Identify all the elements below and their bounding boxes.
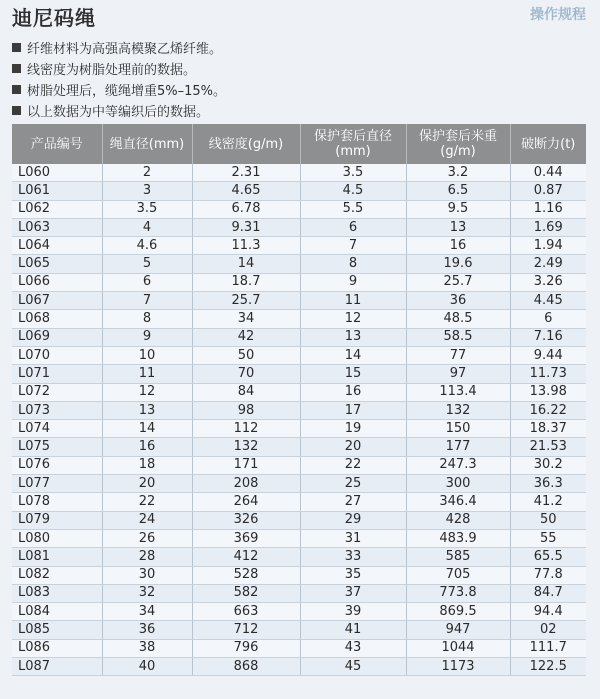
cell-jacket-weight: 428 [406, 511, 510, 529]
table-row [12, 603, 586, 621]
table-row [12, 383, 586, 401]
cell-jacket-weight: 3.2 [406, 164, 510, 182]
table-row [12, 621, 586, 639]
note-item [12, 100, 226, 121]
note-text: 以上数据为中等编织后的数据。 [27, 105, 210, 120]
cell-jacket-diameter: 29 [300, 511, 406, 529]
cell-jacket-diameter: 33 [300, 548, 406, 566]
cell-linear-density: 50 [192, 346, 300, 364]
cell-jacket-weight: 77 [406, 346, 510, 364]
cell-product-code: L086 [12, 639, 102, 657]
table-row [12, 237, 586, 255]
cell-jacket-weight: 25.7 [406, 273, 510, 291]
table-row [12, 438, 586, 456]
header-row [12, 124, 586, 164]
cell-linear-density: 25.7 [192, 292, 300, 310]
cell-product-code: L077 [12, 475, 102, 493]
cell-product-code: L066 [12, 273, 102, 291]
cell-product-code: L071 [12, 365, 102, 383]
corner-label: 操作规程 [530, 7, 586, 23]
cell-rope-diameter: 7 [102, 292, 192, 310]
cell-linear-density: 70 [192, 365, 300, 383]
page-title: 迪尼码绳 [12, 6, 96, 30]
cell-product-code: L072 [12, 383, 102, 401]
header-jacket-weight: 保护套后米重 (g/m) [406, 124, 510, 164]
table-row [12, 346, 586, 364]
table-row [12, 328, 586, 346]
cell-breaking-force: 18.37 [510, 420, 586, 438]
cell-product-code: L069 [12, 328, 102, 346]
cell-linear-density: 171 [192, 456, 300, 474]
cell-jacket-weight: 19.6 [406, 255, 510, 273]
table-row [12, 658, 586, 676]
cell-rope-diameter: 38 [102, 639, 192, 657]
cell-jacket-diameter: 41 [300, 621, 406, 639]
cell-product-code: L065 [12, 255, 102, 273]
cell-linear-density: 2.31 [192, 164, 300, 182]
cell-jacket-weight: 36 [406, 292, 510, 310]
cell-rope-diameter: 30 [102, 566, 192, 584]
cell-jacket-diameter: 14 [300, 346, 406, 364]
cell-jacket-diameter: 22 [300, 456, 406, 474]
cell-jacket-diameter: 31 [300, 529, 406, 547]
cell-linear-density: 34 [192, 310, 300, 328]
cell-jacket-diameter: 6 [300, 218, 406, 236]
cell-jacket-weight: 132 [406, 401, 510, 419]
cell-jacket-weight: 150 [406, 420, 510, 438]
cell-product-code: L076 [12, 456, 102, 474]
cell-rope-diameter: 36 [102, 621, 192, 639]
cell-rope-diameter: 6 [102, 273, 192, 291]
cell-rope-diameter: 24 [102, 511, 192, 529]
header-product-code: 产品编号 [12, 124, 102, 164]
cell-jacket-diameter: 43 [300, 639, 406, 657]
cell-jacket-weight: 113.4 [406, 383, 510, 401]
cell-linear-density: 326 [192, 511, 300, 529]
cell-rope-diameter: 3 [102, 182, 192, 200]
cell-jacket-weight: 97 [406, 365, 510, 383]
cell-breaking-force: 77.8 [510, 566, 586, 584]
header-linear-density: 线密度(g/m) [192, 124, 300, 164]
cell-linear-density: 112 [192, 420, 300, 438]
cell-breaking-force: 1.94 [510, 237, 586, 255]
cell-jacket-diameter: 3.5 [300, 164, 406, 182]
cell-breaking-force: 13.98 [510, 383, 586, 401]
cell-breaking-force: 122.5 [510, 658, 586, 676]
cell-linear-density: 208 [192, 475, 300, 493]
cell-jacket-weight: 947 [406, 621, 510, 639]
cell-breaking-force: 36.3 [510, 475, 586, 493]
cell-product-code: L070 [12, 346, 102, 364]
cell-breaking-force: 0.44 [510, 164, 586, 182]
cell-breaking-force: 94.4 [510, 603, 586, 621]
cell-jacket-weight: 300 [406, 475, 510, 493]
table-row [12, 456, 586, 474]
cell-breaking-force: 65.5 [510, 548, 586, 566]
cell-breaking-force: 111.7 [510, 639, 586, 657]
table-row [12, 566, 586, 584]
cell-linear-density: 868 [192, 658, 300, 676]
cell-breaking-force: 16.22 [510, 401, 586, 419]
cell-rope-diameter: 28 [102, 548, 192, 566]
table-row [12, 529, 586, 547]
cell-jacket-diameter: 27 [300, 493, 406, 511]
cell-breaking-force: 6 [510, 310, 586, 328]
table-row [12, 292, 586, 310]
cell-product-code: L063 [12, 218, 102, 236]
table-row [12, 420, 586, 438]
cell-jacket-weight: 247.3 [406, 456, 510, 474]
cell-linear-density: 132 [192, 438, 300, 456]
cell-rope-diameter: 12 [102, 383, 192, 401]
cell-product-code: L081 [12, 548, 102, 566]
table-row [12, 273, 586, 291]
cell-jacket-weight: 58.5 [406, 328, 510, 346]
cell-linear-density: 528 [192, 566, 300, 584]
cell-rope-diameter: 34 [102, 603, 192, 621]
cell-breaking-force: 3.26 [510, 273, 586, 291]
table-row [12, 164, 586, 182]
cell-product-code: L073 [12, 401, 102, 419]
square-bullet-icon [12, 85, 21, 94]
table-row [12, 475, 586, 493]
cell-breaking-force: 2.49 [510, 255, 586, 273]
cell-rope-diameter: 18 [102, 456, 192, 474]
table-row [12, 255, 586, 273]
cell-rope-diameter: 22 [102, 493, 192, 511]
cell-linear-density: 18.7 [192, 273, 300, 291]
cell-jacket-diameter: 25 [300, 475, 406, 493]
cell-jacket-weight: 177 [406, 438, 510, 456]
cell-jacket-diameter: 35 [300, 566, 406, 584]
cell-rope-diameter: 4 [102, 218, 192, 236]
cell-product-code: L062 [12, 200, 102, 218]
table-row [12, 548, 586, 566]
cell-jacket-diameter: 13 [300, 328, 406, 346]
cell-linear-density: 42 [192, 328, 300, 346]
cell-breaking-force: 41.2 [510, 493, 586, 511]
cell-jacket-diameter: 9 [300, 273, 406, 291]
cell-product-code: L061 [12, 182, 102, 200]
cell-product-code: L080 [12, 529, 102, 547]
cell-linear-density: 663 [192, 603, 300, 621]
table-body [12, 164, 586, 676]
cell-jacket-weight: 346.4 [406, 493, 510, 511]
cell-breaking-force: 02 [510, 621, 586, 639]
cell-jacket-diameter: 7 [300, 237, 406, 255]
cell-linear-density: 4.65 [192, 182, 300, 200]
cell-product-code: L084 [12, 603, 102, 621]
cell-jacket-diameter: 37 [300, 584, 406, 602]
table-row [12, 401, 586, 419]
cell-breaking-force: 21.53 [510, 438, 586, 456]
cell-jacket-weight: 1044 [406, 639, 510, 657]
header-jacket-diameter: 保护套后直径 (mm) [300, 124, 406, 164]
cell-jacket-diameter: 8 [300, 255, 406, 273]
square-bullet-icon [12, 43, 21, 52]
cell-jacket-diameter: 39 [300, 603, 406, 621]
cell-jacket-diameter: 11 [300, 292, 406, 310]
cell-jacket-weight: 13 [406, 218, 510, 236]
cell-rope-diameter: 14 [102, 420, 192, 438]
cell-breaking-force: 4.45 [510, 292, 586, 310]
cell-linear-density: 98 [192, 401, 300, 419]
note-item [12, 58, 226, 79]
cell-jacket-weight: 773.8 [406, 584, 510, 602]
cell-jacket-diameter: 5.5 [300, 200, 406, 218]
table-row [12, 182, 586, 200]
cell-product-code: L079 [12, 511, 102, 529]
cell-linear-density: 84 [192, 383, 300, 401]
cell-jacket-diameter: 4.5 [300, 182, 406, 200]
header-rope-diameter: 绳直径(mm) [102, 124, 192, 164]
cell-rope-diameter: 2 [102, 164, 192, 182]
cell-product-code: L083 [12, 584, 102, 602]
cell-breaking-force: 9.44 [510, 346, 586, 364]
cell-linear-density: 9.31 [192, 218, 300, 236]
note-text: 纤维材料为高强高模聚乙烯纤维。 [27, 42, 223, 57]
note-text: 树脂处理后，缆绳增重5%–15%。 [27, 84, 227, 99]
cell-jacket-weight: 16 [406, 237, 510, 255]
table-row [12, 200, 586, 218]
cell-product-code: L074 [12, 420, 102, 438]
cell-product-code: L060 [12, 164, 102, 182]
cell-linear-density: 14 [192, 255, 300, 273]
cell-rope-diameter: 5 [102, 255, 192, 273]
cell-rope-diameter: 8 [102, 310, 192, 328]
cell-linear-density: 412 [192, 548, 300, 566]
cell-rope-diameter: 16 [102, 438, 192, 456]
cell-breaking-force: 84.7 [510, 584, 586, 602]
cell-breaking-force: 1.69 [510, 218, 586, 236]
cell-product-code: L082 [12, 566, 102, 584]
cell-jacket-diameter: 12 [300, 310, 406, 328]
cell-linear-density: 582 [192, 584, 300, 602]
cell-breaking-force: 55 [510, 529, 586, 547]
table-row [12, 511, 586, 529]
table-row [12, 584, 586, 602]
cell-jacket-diameter: 45 [300, 658, 406, 676]
cell-jacket-weight: 585 [406, 548, 510, 566]
cell-rope-diameter: 3.5 [102, 200, 192, 218]
notes-list [12, 37, 226, 121]
cell-rope-diameter: 4.6 [102, 237, 192, 255]
table-header [12, 124, 586, 164]
cell-product-code: L087 [12, 658, 102, 676]
cell-rope-diameter: 11 [102, 365, 192, 383]
cell-rope-diameter: 9 [102, 328, 192, 346]
cell-jacket-weight: 869.5 [406, 603, 510, 621]
cell-linear-density: 11.3 [192, 237, 300, 255]
cell-jacket-diameter: 16 [300, 383, 406, 401]
cell-jacket-weight: 9.5 [406, 200, 510, 218]
square-bullet-icon [12, 106, 21, 115]
cell-breaking-force: 30.2 [510, 456, 586, 474]
cell-linear-density: 369 [192, 529, 300, 547]
cell-jacket-diameter: 17 [300, 401, 406, 419]
cell-jacket-diameter: 19 [300, 420, 406, 438]
cell-breaking-force: 50 [510, 511, 586, 529]
cell-linear-density: 712 [192, 621, 300, 639]
cell-product-code: L068 [12, 310, 102, 328]
spec-table [12, 124, 586, 676]
table-row [12, 310, 586, 328]
cell-jacket-diameter: 20 [300, 438, 406, 456]
cell-linear-density: 6.78 [192, 200, 300, 218]
table-row [12, 365, 586, 383]
cell-product-code: L064 [12, 237, 102, 255]
cell-jacket-weight: 6.5 [406, 182, 510, 200]
header-breaking-force: 破断力(t) [510, 124, 586, 164]
cell-breaking-force: 7.16 [510, 328, 586, 346]
cell-rope-diameter: 26 [102, 529, 192, 547]
cell-jacket-diameter: 15 [300, 365, 406, 383]
table-row [12, 639, 586, 657]
square-bullet-icon [12, 64, 21, 73]
cell-rope-diameter: 32 [102, 584, 192, 602]
cell-product-code: L085 [12, 621, 102, 639]
cell-rope-diameter: 13 [102, 401, 192, 419]
cell-breaking-force: 11.73 [510, 365, 586, 383]
cell-breaking-force: 0.87 [510, 182, 586, 200]
cell-product-code: L067 [12, 292, 102, 310]
table-row [12, 218, 586, 236]
cell-rope-diameter: 10 [102, 346, 192, 364]
cell-rope-diameter: 40 [102, 658, 192, 676]
table-row [12, 493, 586, 511]
cell-jacket-weight: 48.5 [406, 310, 510, 328]
note-text: 线密度为树脂处理前的数据。 [27, 63, 197, 78]
cell-rope-diameter: 20 [102, 475, 192, 493]
cell-jacket-weight: 1173 [406, 658, 510, 676]
cell-product-code: L078 [12, 493, 102, 511]
cell-linear-density: 796 [192, 639, 300, 657]
cell-jacket-weight: 705 [406, 566, 510, 584]
cell-jacket-weight: 483.9 [406, 529, 510, 547]
cell-linear-density: 264 [192, 493, 300, 511]
cell-product-code: L075 [12, 438, 102, 456]
cell-breaking-force: 1.16 [510, 200, 586, 218]
note-item [12, 79, 226, 100]
note-item [12, 37, 226, 58]
